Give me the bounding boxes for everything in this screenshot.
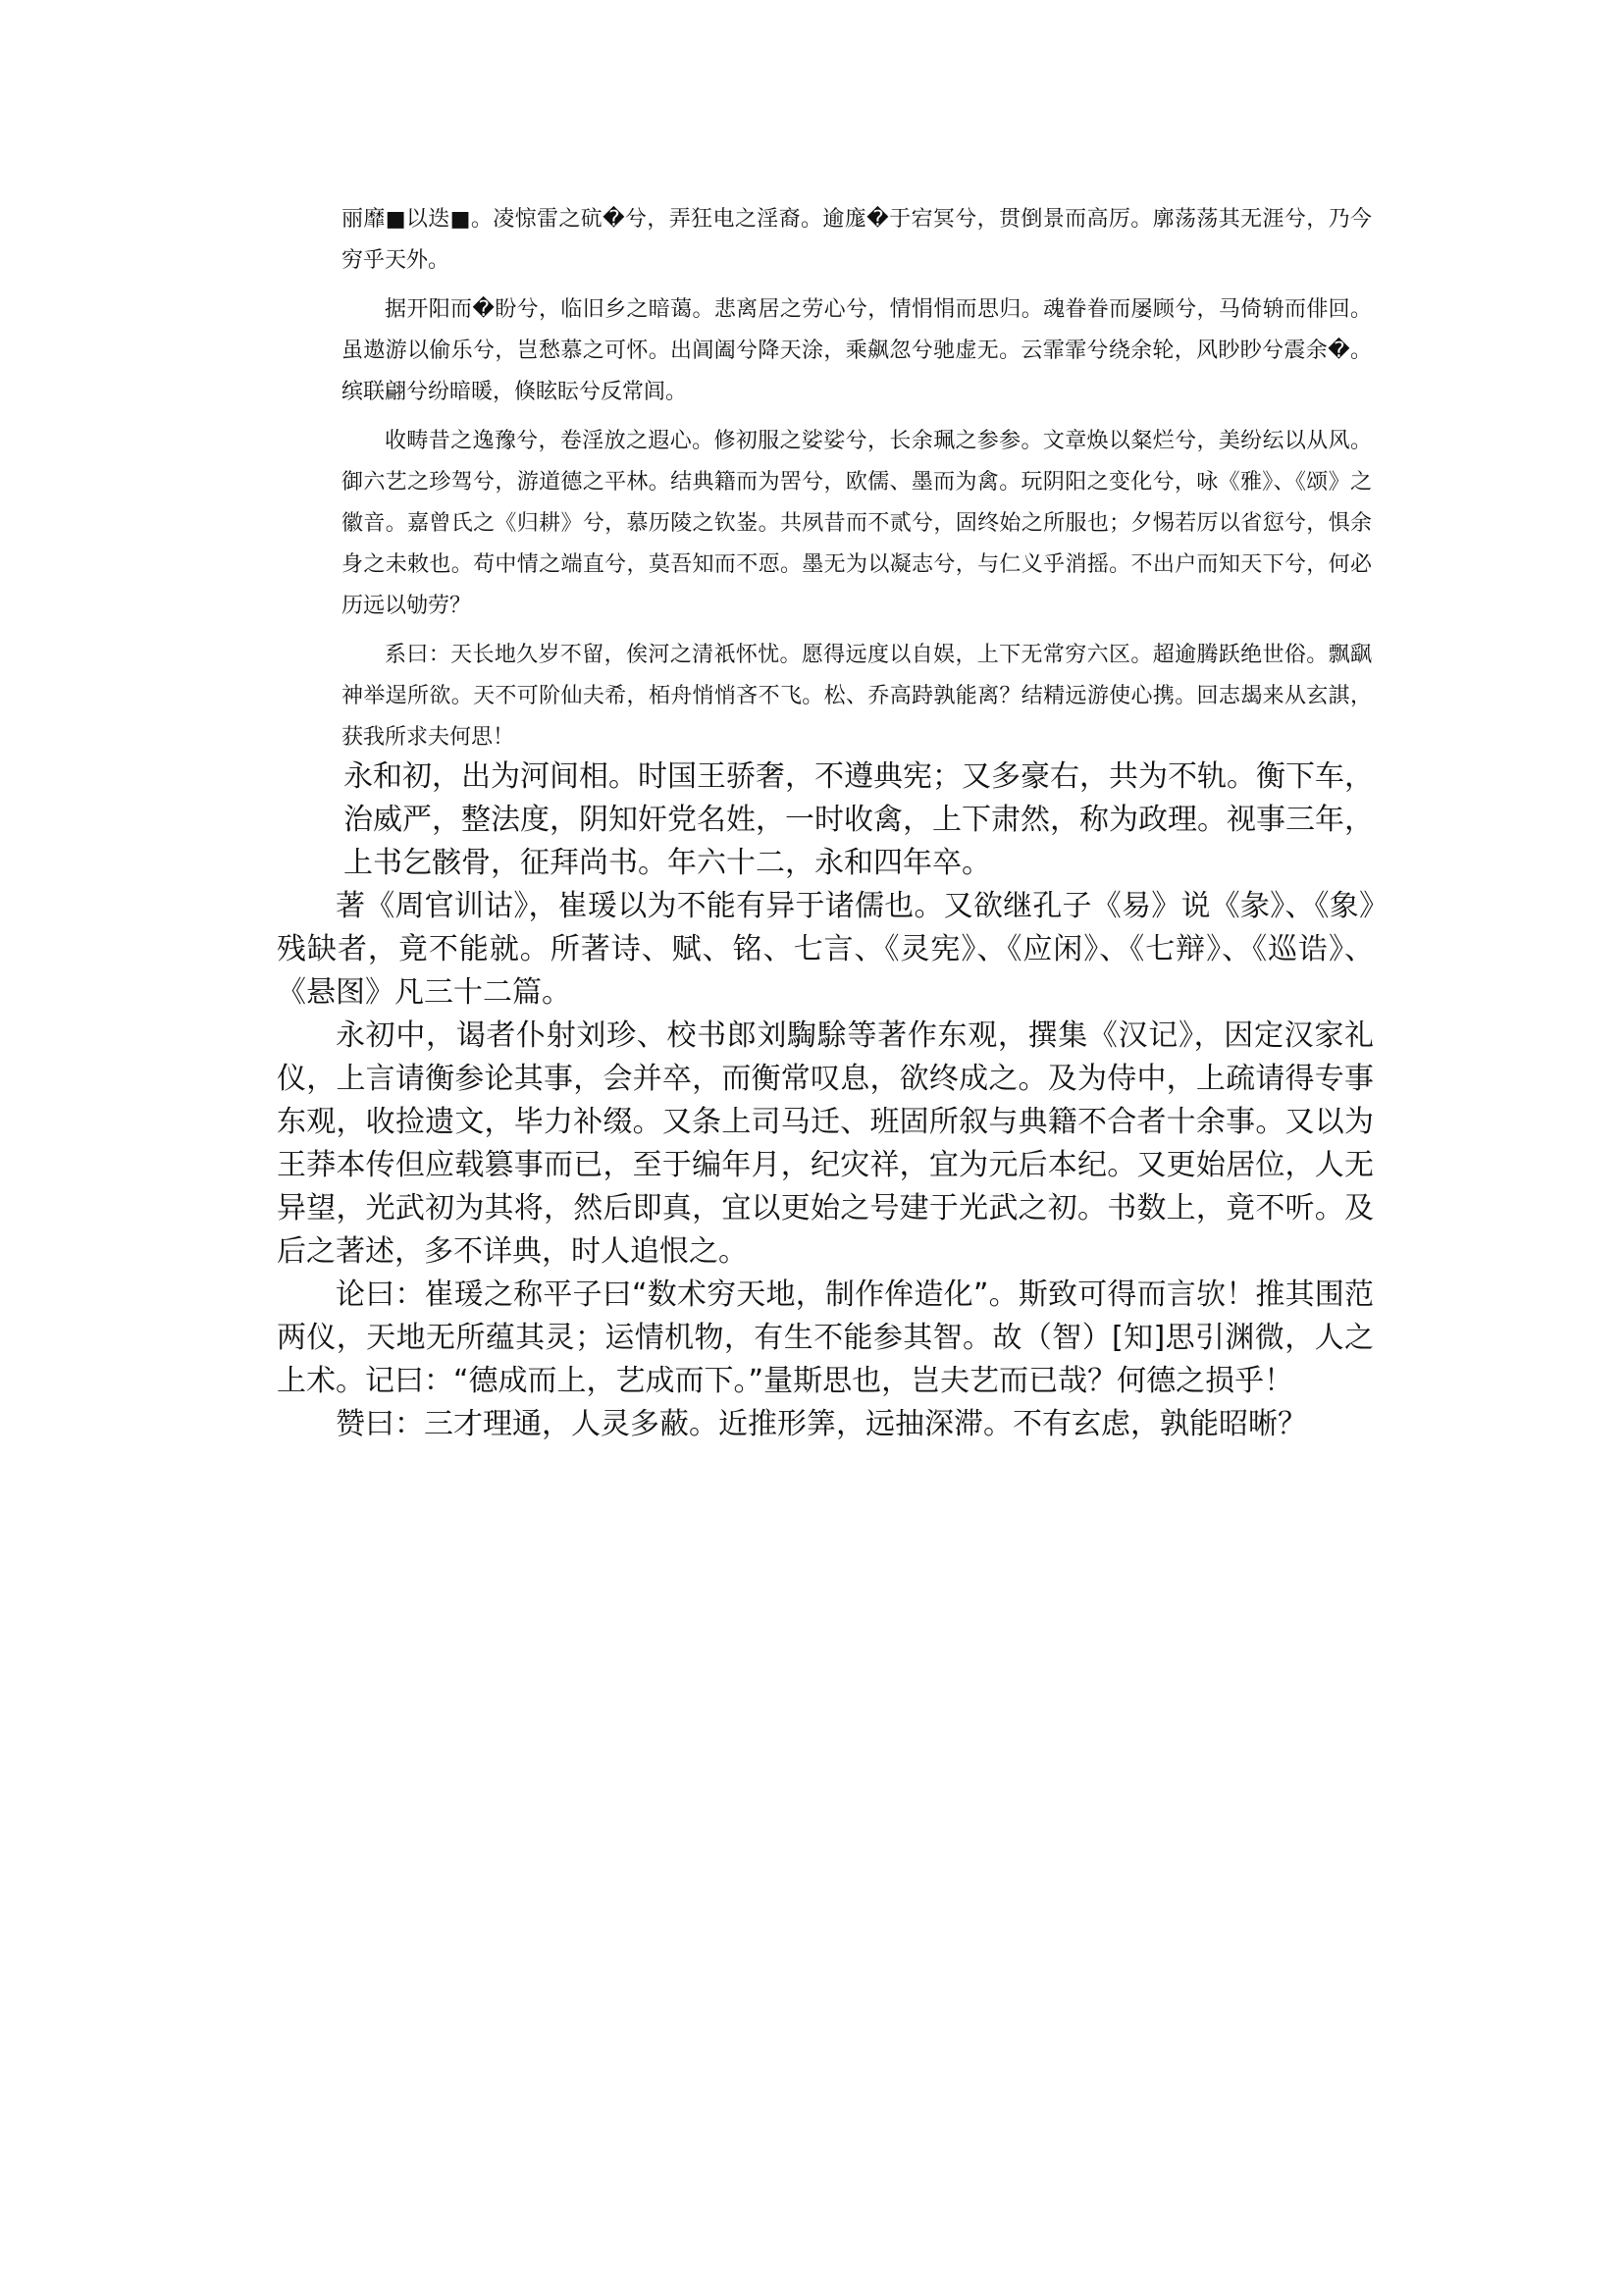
quote-paragraph: 收畴昔之逸豫兮，卷淫放之遐心。修初服之娑娑兮，长余珮之参参。文章焕以粲烂兮，美纷纭以从风。御六艺之珍驾兮，游道德之平林。结典籍而为罟兮，欧儒、墨而为禽。玩阴阳之变化兮，咏《雅》、《颂》之徽音。嘉曾氏之《归耕》兮，慕历陵之钦崟。共夙昔而不贰兮，固终始之所服也；夕惕若厉以省愆兮，惧余身之未敕也。苟中情之端直兮，莫吾知而不恧。墨无为以凝志兮，与仁义乎消摇。不出户而知天下兮，何必历远以劬劳？	[341, 429, 1372, 618]
quote-paragraph: 据开阳而�盼兮，临旧乡之暗蔼。悲离居之劳心兮，情悁悁而思归。魂眷眷而屡顾兮，马倚辀而俳回。虽遨游以偷乐兮，岂愁慕之可怀。出阊阖兮降天涂，乘飙忽兮驰虚无。云霏霏兮绕余轮，风眇眇兮震余�。缤联翩兮纷暗暖，倏眩眃兮反常闾。	[341, 297, 1372, 404]
quote-paragraph: 丽靡■以迭■。凌惊雷之砊�兮，弄狂电之淫裔。逾庬�于宕冥兮，贯倒景而高厉。廓荡荡其无涯兮，乃今穷乎天外。	[341, 207, 1372, 273]
body-paragraph: 著《周官训诂》，崔瑗以为不能有异于诸儒也。又欲继孔子《易》说《彖》、《象》残缺者，竟不能就。所著诗、赋、铭、七言、《灵宪》、《应闲》、《七辩》、《巡诰》、《悬图》凡三十二篇。	[277, 889, 1374, 1010]
body-paragraph: 永和初，出为河间相。时国王骄奢，不遵典宪；又多豪右，共为不轨。衡下车，治威严，整法度，阴知奸党名姓，一时收禽，上下肃然，称为政理。视事三年，上书乞骸骨，征拜尚书。年六十二，永和四年卒。	[343, 759, 1374, 880]
body-paragraph: 永初中，谒者仆射刘珍、校书郎刘騊駼等著作东观，撰集《汉记》，因定汉家礼仪，上言请衡参论其事，会并卒，而衡常叹息，欲终成之。及为侍中，上疏请得专事东观，收捡遗文，毕力补缀。又条上司马迁、班固所叙与典籍不合者十余事。又以为王莽本传但应载篡事而已，至于编年月，纪灾祥，宜为元后本纪。又更始居位，人无异望，光武初为其将，然后即真，宜以更始之号建于光武之初。书数上，竟不听。及后之著述，多不详典，时人追恨之。	[277, 1018, 1374, 1269]
main-text-block	[277, 756, 1374, 1446]
body-paragraph: 论曰：崔瑗之称平子曰“数术穷天地，制作侔造化”。斯致可得而言欤！推其围范两仪，天地无所蕴其灵；运情机物，有生不能参其智。故（智）[知]思引渊微，人之上术。记曰：“德成而上，艺成而下。”量斯思也，岂夫艺而已哉？何德之损乎！	[277, 1277, 1374, 1398]
body-paragraph: 赞曰：三才理通，人灵多蔽。近推形筭，远抽深滞。不有玄虑，孰能昭晰？	[336, 1407, 1307, 1441]
quoted-fu-block	[341, 199, 1372, 766]
quote-paragraph: 系曰：天长地久岁不留，俟河之清祇怀忧。愿得远度以自娱，上下无常穷六区。超逾腾跃绝世俗。飘飖神举逞所欲。天不可阶仙夫希，栢舟悄悄吝不飞。松、乔高跱孰能离？结精远游使心携。回志朅来从玄諆，获我所求夫何思！	[341, 643, 1372, 750]
